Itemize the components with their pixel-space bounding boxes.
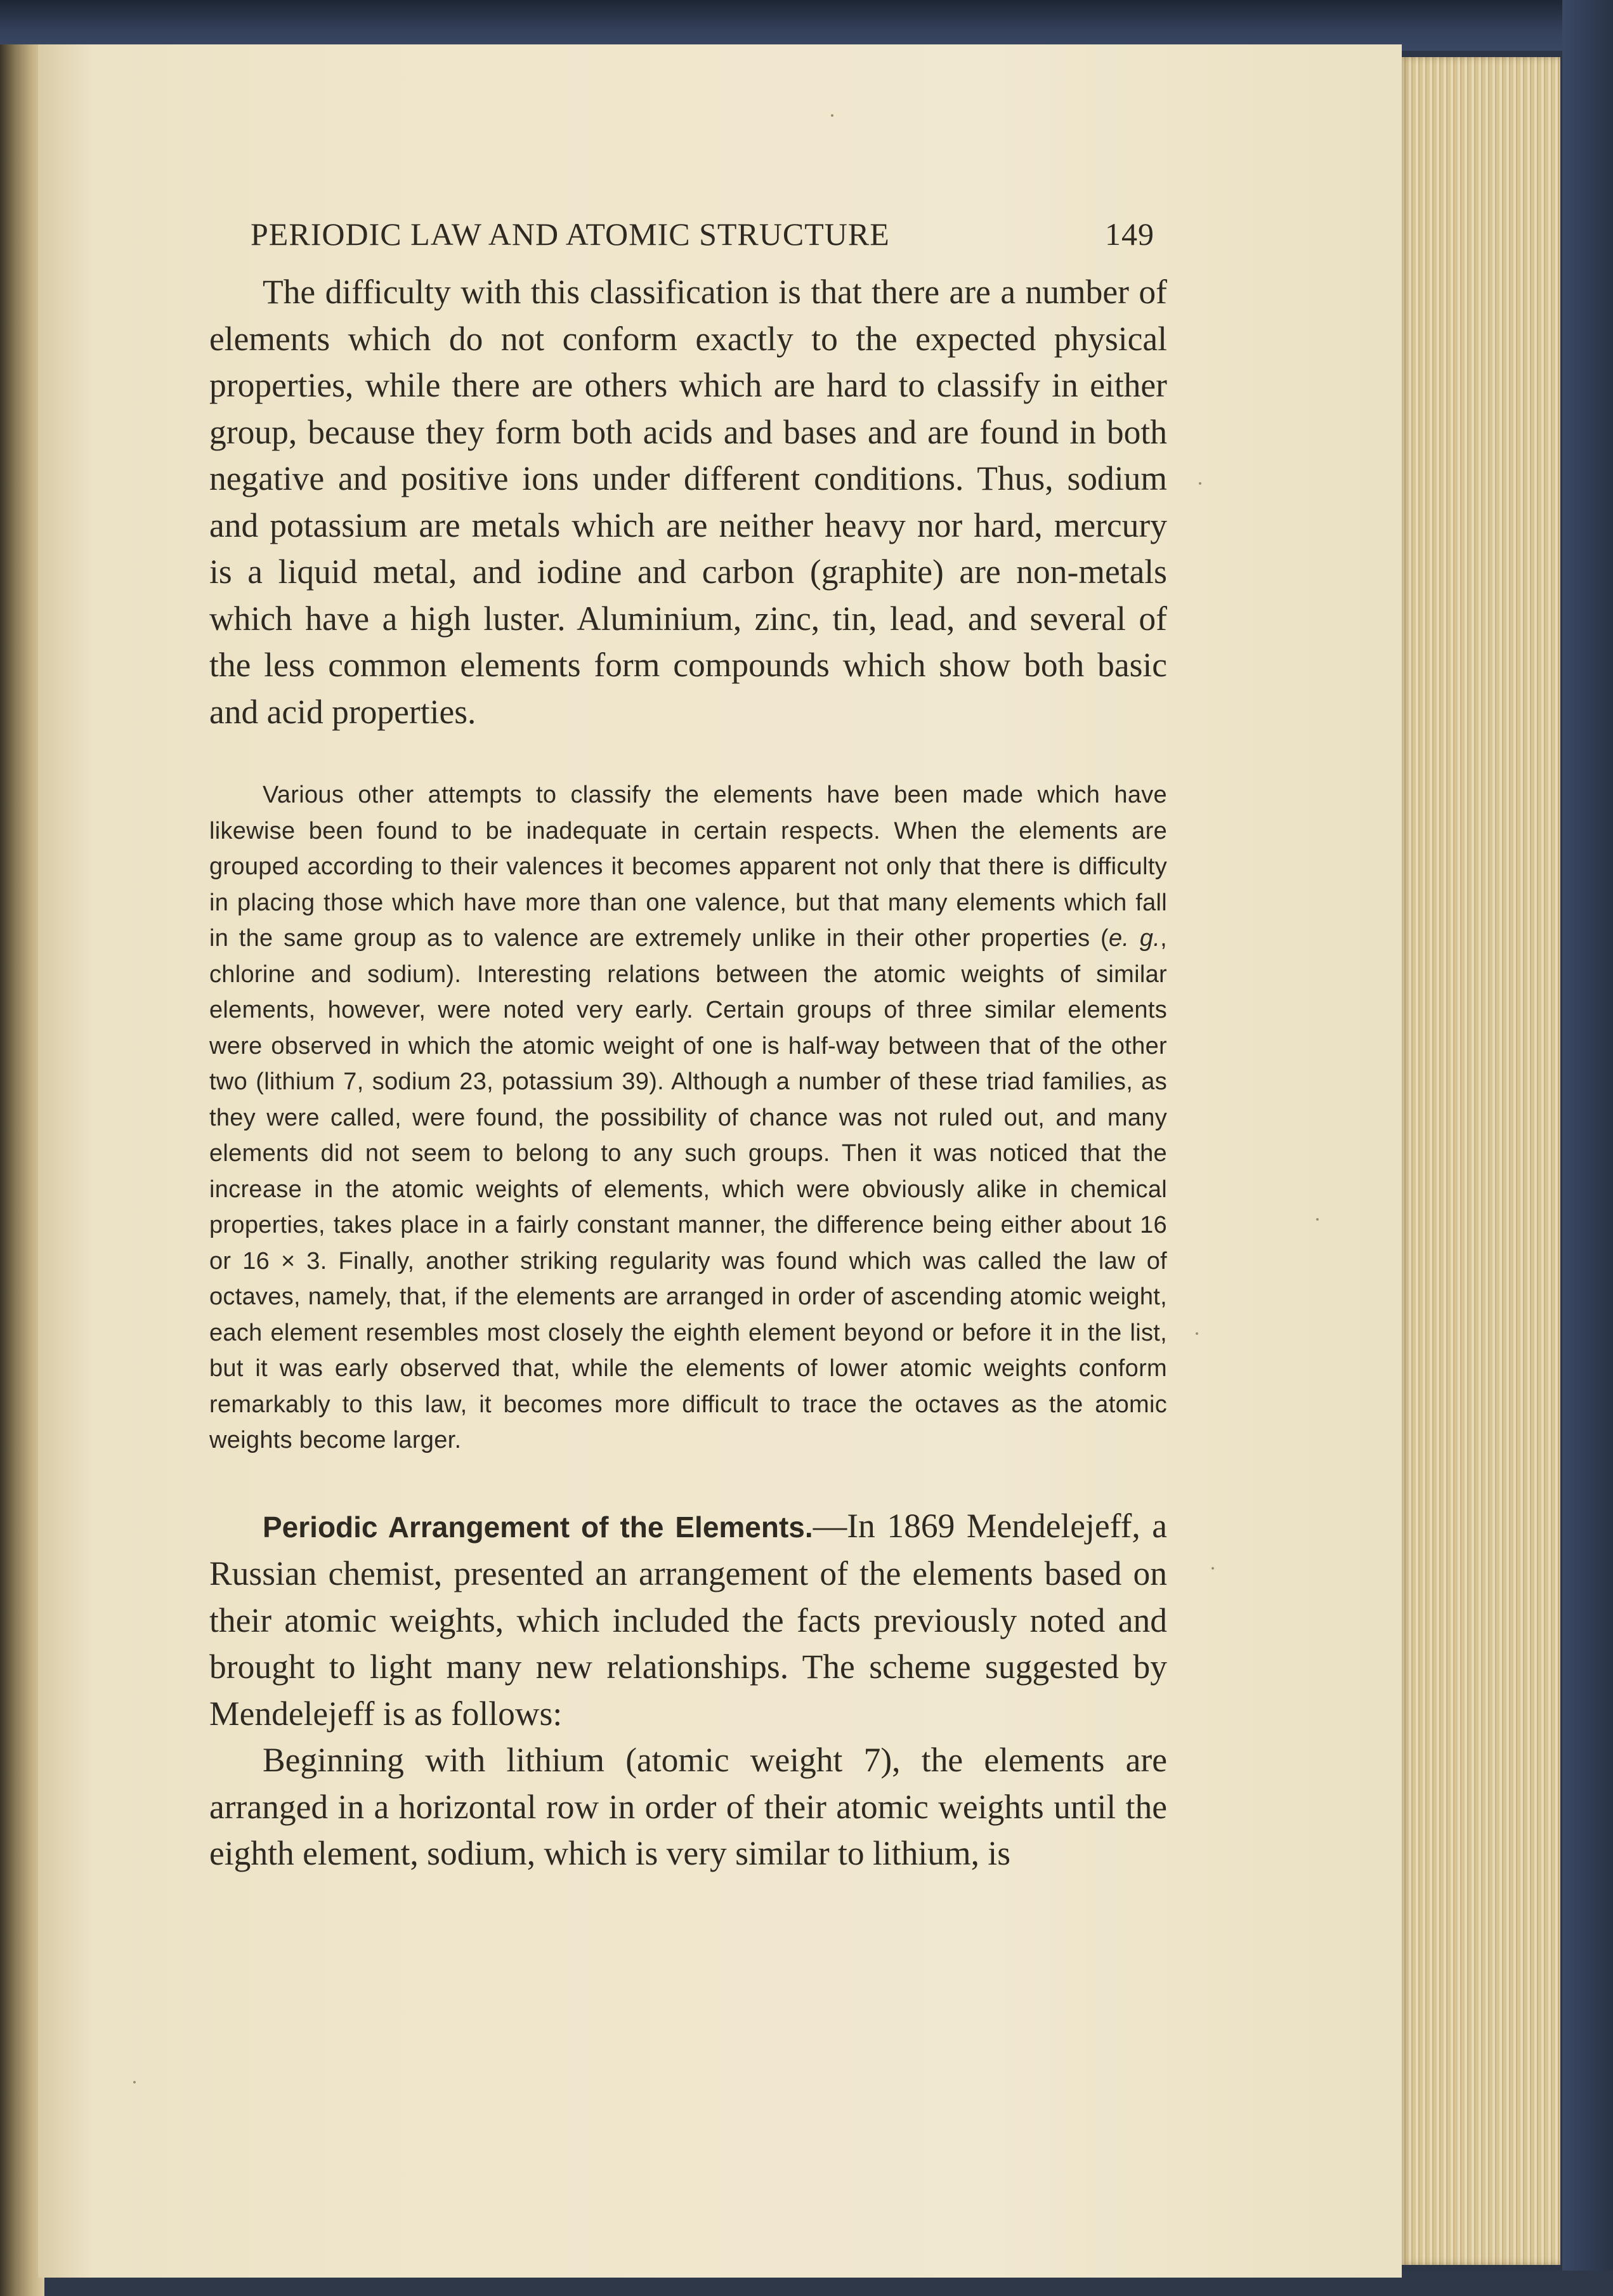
section-heading: Periodic Arrangement of the Elements. bbox=[263, 1510, 813, 1544]
paragraph-lithium-arrangement: Beginning with lithium (atomic weight 7), the elements are arranged in a horizontal row in order of their atomic weights until the eighth element, sodium, which is very similar to lithium, is bbox=[209, 1741, 1167, 1872]
paper-speck bbox=[1199, 482, 1201, 485]
small-print-eg: e. g. bbox=[1108, 925, 1161, 952]
paragraph-mendelejeff-text: —In 1869 Mendelejeff, a Russian chemist, presented an arrangement of the elements based on their atomic weights, which included the facts previously noted and brought to light many new relationships. The scheme suggested by Mendelejeff is as follows: bbox=[209, 1506, 1168, 1733]
paragraph-periodic-arrangement bbox=[209, 1503, 1167, 1738]
paper-speck bbox=[831, 114, 833, 117]
page-number: 149 bbox=[1105, 216, 1154, 252]
small-print-paragraph bbox=[209, 777, 1167, 1459]
page-text bbox=[209, 190, 1167, 1877]
page-edges bbox=[1399, 57, 1560, 2265]
book-cover-right bbox=[1562, 0, 1613, 2296]
small-print-text-b: , chlorine and sodium). Interesting relations between the atomic weights of similar elements, however, were noted very early. Certain groups of three similar elements were observed in which the atomic weight of one is half-way between that of the other two (lithium 7, sodium 23, potassium 39). Although a number of these triad families, as they were called, were found, the possibility of chance was not ruled out, and many elements did not seem to belong to any such groups. Then it was noticed that the increase in the atomic weights of elements, which were obviously alike in chemical properties, takes place in a fairly constant manner, the difference being either about 16 or 16 × 3. Finally, another striking regularity was found which was called the law of octaves, namely, that, if the elements are arranged in order of ascending atomic weight, each element resembles most closely the eighth element beyond or before it in the list, but it was early observed that, while the elements of lower atomic weights conform remarkably to this law, it becomes more difficult to trace the octaves as the atomic weights become larger. bbox=[209, 925, 1167, 1453]
paper-speck bbox=[1196, 1332, 1198, 1335]
running-header bbox=[209, 190, 1167, 266]
small-print-text-a: Various other attempts to classify the elements have been made which have likewise been found to be inadequate in certain respects. When the elements are grouped according to their valences it becomes apparent not only that there is difficulty in placing those which have more than one valence, but that many elements which fall in the same group as to valence are extremely unlike in their other properties ( bbox=[209, 782, 1167, 952]
paper-speck bbox=[1211, 1567, 1214, 1570]
running-header-title: PERIODIC LAW AND ATOMIC STRUCTURE bbox=[251, 216, 890, 252]
paragraph-classification-difficulty: The difficulty with this classification is that there are a number of elements which do not conform exactly to the expected physical properties, while there are others which are hard to classify in either group, because they form both acids and bases and are found in both negative and positive ions under different conditions. Thus, sodium and potassium are metals which are neither heavy nor hard, mercury is a liquid metal, and iodine and carbon (graphite) are non-metals which have a high luster. Aluminium, zinc, tin, lead, and several of the less common elements form compounds which show both basic and acid properties. bbox=[209, 273, 1167, 731]
paper-speck bbox=[133, 2081, 136, 2083]
paper-speck bbox=[1316, 1218, 1319, 1221]
book-cover-top bbox=[0, 0, 1613, 51]
